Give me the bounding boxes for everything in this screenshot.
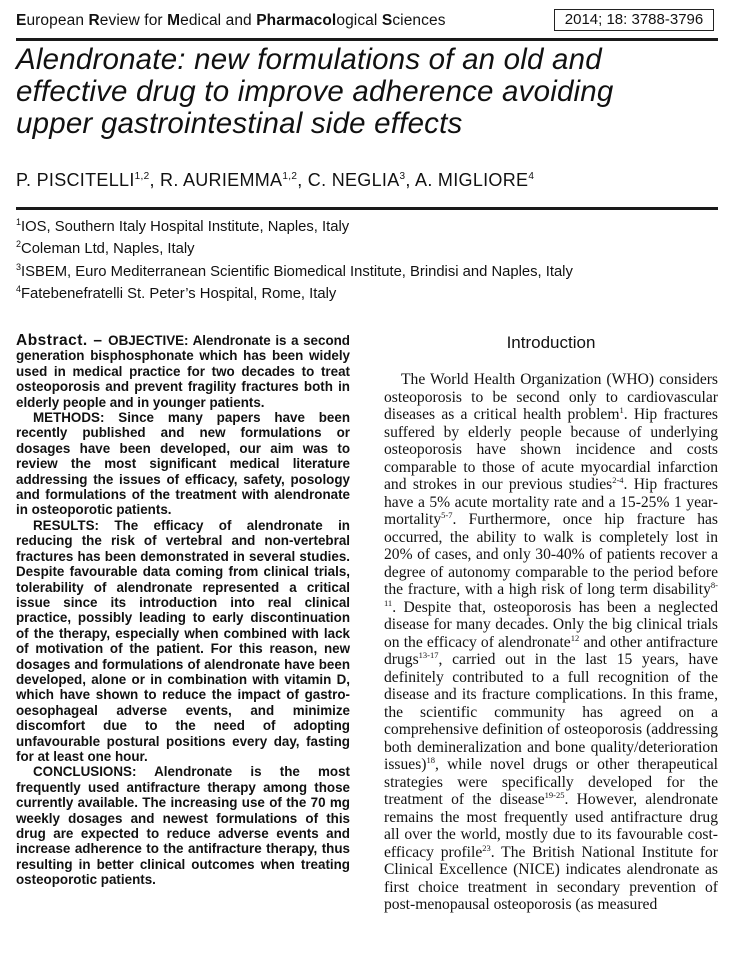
journal-name-part: ciences	[392, 12, 446, 29]
affiliation-mark: 1	[16, 217, 22, 227]
citation-reference: 1	[619, 404, 624, 415]
citation-reference: 5-7	[441, 509, 453, 520]
title-line: Alendronate: new formulations of an old and	[16, 43, 602, 76]
author-affiliation-mark: 3	[399, 171, 406, 182]
article-title	[16, 44, 726, 140]
author-affiliation-mark: 4	[528, 171, 535, 182]
citation-box: 2014; 18: 3788-3796	[554, 9, 714, 31]
intro-text-run: , carried out in the last 15 years, have definitely contributed to a full recognition of the disease and its fracture complications. In this frame, the scientific community has agreed on a comprehensive definition of osteoporosis (addressing both demineralization and bone quality/deterioration issues)	[384, 651, 718, 773]
citation-reference: 2-4	[612, 474, 624, 485]
author-separator: ,	[297, 170, 308, 190]
intro-text-run: , while novel drugs or other therapeutical strategies were specifically developed for the treatment of the disease	[384, 756, 718, 808]
affiliation-mark: 3	[16, 261, 22, 272]
citation-reference: 13-17	[418, 649, 439, 660]
journal-name-part: ogical	[336, 12, 382, 29]
affiliation-text: IOS, Southern Italy Hospital Institute, Naples, Italy	[21, 218, 350, 235]
journal-name-part: M	[167, 12, 181, 29]
title-line: upper gastrointestinal side effects	[16, 107, 463, 140]
author-separator: ,	[149, 170, 161, 190]
citation-reference: 19-25	[544, 789, 565, 800]
citation-reference: 23	[482, 842, 491, 853]
affiliation-mark: 4	[16, 284, 22, 295]
abstract-paragraph	[16, 518, 350, 765]
intro-text-run: . Furthermore, once hip fracture has occurred, the ability to walk is completely lost in 20% of cases, and only 30-40% of patients recover a degree of autonomy comparable to the period before the fracture, with a high risk of long term disability	[384, 511, 718, 598]
author-affiliation-mark: 1,2	[282, 171, 298, 182]
abstract-section-text: Alendronate is the most frequently used antifracture therapy among those currently available. The increasing use of the 70 mg weekly dosages and newest formulations of this drug are expected to reduce adverse events and increase adherence to the antifracture therapy, thus resulting in better clinical outcomes when treating osteoporotic patients.	[16, 764, 350, 888]
journal-name-part: edical and	[180, 12, 257, 29]
author-name: P. PISCITELLI	[16, 170, 135, 190]
affiliation-text: Fatebenefratelli St. Peter’s Hospital, Rome, Italy	[21, 286, 337, 303]
journal-name-part: R	[88, 12, 100, 29]
abstract-section-text: Since many papers have been recently published and new formulations or dosages have been developed, our aim was to review the most significant medical literature addressing the issues of efficacy, safety, posology and formulations of the treatment with alendronate in osteoporotic patients.	[16, 410, 350, 518]
author-name: R. AURIEMMA	[160, 170, 283, 190]
intro-text-run: The World Health Organization (WHO) considers osteoporosis to be second only to cardiovascular diseases as a critical health problem	[384, 371, 718, 423]
intro-text-run: . Hip fractures have a 5% acute mortality rate and a 15-25% 1 year-mortality	[384, 476, 718, 528]
affiliation-mark: 2	[16, 239, 22, 250]
introduction-text	[384, 371, 718, 914]
abstract-label: Abstract.	[16, 332, 88, 349]
abstract-section-text: Alendronate is a second generation bisphosphonate which has been widely used in medical practice for two decades to treat osteoporosis and prevent fragility fractures both in elderly people and in younger patients.	[16, 333, 350, 410]
author-separator: ,	[405, 170, 416, 190]
journal-name-part: Pharmacol	[256, 12, 337, 29]
author-name: A. MIGLIORE	[415, 170, 529, 190]
intro-text-run: . However, alendronate remains the most frequently used antifracture drug all over the world, mostly due to its favourable cost-efficacy profile	[384, 791, 718, 861]
abstract-paragraph	[16, 410, 350, 518]
abstract-section-label: RESULTS:	[33, 517, 99, 533]
author-name: C. NEGLIA	[307, 170, 400, 190]
title-line: effective drug to improve adherence avoiding	[16, 75, 614, 108]
intro-text-run: . Despite that, osteoporosis has been a neglected disease for many decades. Only the big clinical trials on the efficacy of alendronate	[384, 598, 718, 651]
affiliation-text: ISBEM, Euro Mediterranean Scientific Biomedical Institute, Brindisi and Naples, Italy	[21, 263, 573, 280]
affiliation-list	[16, 214, 573, 304]
abstract	[16, 333, 350, 888]
abstract-section-label: OBJECTIVE:	[108, 333, 189, 348]
affiliation-text: Coleman Ltd, Naples, Italy	[21, 241, 195, 258]
citation-reference: 12	[570, 632, 580, 643]
author-list	[16, 170, 534, 191]
journal-name-part: S	[381, 12, 393, 29]
abstract-section-label: CONCLUSIONS:	[33, 764, 137, 780]
citation-reference: 18	[426, 754, 435, 765]
abstract-paragraph	[16, 333, 350, 410]
journal-name-part: eview for	[99, 12, 168, 29]
intro-text-run: and other antifracture drugs	[384, 633, 718, 668]
affiliation-item	[16, 236, 573, 258]
author-affiliation-mark: 1,2	[134, 171, 150, 182]
abstract-dash: –	[87, 332, 109, 349]
journal-name-part: uropean	[26, 12, 89, 29]
abstract-section-label: METHODS:	[33, 410, 105, 426]
author-rule	[16, 207, 718, 210]
affiliation-item	[16, 214, 573, 236]
abstract-paragraph	[16, 764, 350, 887]
introduction-heading: Introduction	[506, 333, 596, 352]
citation-reference: 8-11	[384, 579, 718, 608]
header-rule	[16, 38, 718, 41]
journal-name-part: E	[16, 12, 27, 29]
abstract-section-text: The efficacy of alendronate in reducing the risk of vertebral and non-vertebral fractures has been demonstrated in several studies. Despite favourable data coming from clinical trials, tolerability of alendronate represented a critical issue since its introduction into real clinical practice, possibly leading to early discontinuation of the therapy, especially when combined with lack of motivation of the patient. For this reason, new dosages and formulations of alendronate have been developed, alone or in combination with vitamin D, which have shown to reduce the impact of gastro-oesophageal adverse events, and minimize discomfort due to the need of adopting unfavourable postural positions every day, fasting for at least one hour.	[16, 517, 350, 764]
affiliation-item	[16, 259, 573, 281]
intro-text-run: . Hip fractures suffered by elderly people because of underlying osteoporosis have shown incidence and costs comparable to those of acute myocardial infarction and strokes in our previous studies	[384, 406, 718, 493]
intro-text-run: . The British National Institute for Clinical Excellence (NICE) indicates alendronate as first choice treatment in secondary prevention of post-menopausal osteoporosis (as measured	[384, 843, 719, 913]
journal-name	[16, 12, 446, 30]
affiliation-item	[16, 281, 573, 303]
